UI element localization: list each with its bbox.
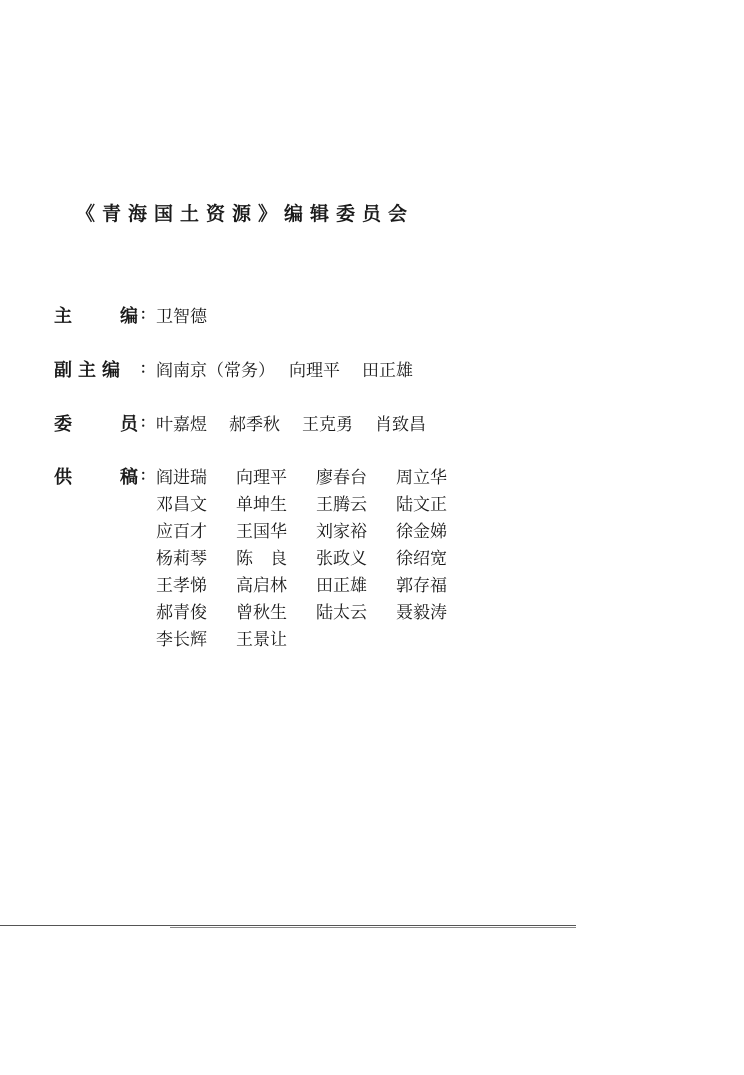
contributor-name: 周立华 — [396, 468, 447, 488]
contributor-name: 李长辉 — [156, 630, 207, 650]
chief-editor-name: 卫智德 — [156, 307, 207, 327]
chief-editor-colon: ： — [140, 307, 154, 323]
contributor-name: 陆文正 — [396, 495, 447, 515]
committee-member-label-char-2: 员 — [120, 414, 138, 435]
deputy-editor-names — [156, 356, 435, 381]
bottom-rule-secondary — [170, 927, 576, 928]
contributor-name: 邓昌文 — [156, 495, 207, 515]
contributor-name: 应百才 — [156, 522, 207, 542]
committee-member-label-char-1: 委 — [54, 414, 72, 435]
contributor-name: 张政义 — [316, 549, 367, 569]
contributor-name: 单坤生 — [236, 495, 287, 515]
committee-member-colon: ： — [140, 415, 154, 431]
contributor-name: 廖春台 — [316, 468, 367, 488]
contributor-name: 阎进瑞 — [156, 468, 207, 488]
committee-member-name-3: 王克勇 — [302, 415, 353, 435]
committee-member-name-4: 肖致昌 — [375, 415, 426, 435]
contributor-name: 杨莉琴 — [156, 549, 207, 569]
contributor-name: 向理平 — [236, 468, 287, 488]
contributor-name: 王国华 — [236, 522, 287, 542]
chief-editor-label-char-1: 主 — [54, 306, 72, 327]
chief-editor-label — [54, 302, 149, 328]
contributor-name: 陆太云 — [316, 603, 367, 623]
contributors-colon: ： — [140, 468, 154, 484]
contributor-name: 徐金娣 — [396, 522, 447, 542]
contributor-name: 聂毅涛 — [396, 603, 447, 623]
committee-member-name-1: 叶嘉煜 — [156, 415, 207, 435]
contributor-name: 田正雄 — [316, 576, 367, 596]
contributors-name-grid — [156, 463, 476, 652]
chief-editor-label-char-2: 编 — [120, 306, 138, 327]
deputy-editor-label-text: 副主编 — [54, 360, 126, 381]
deputy-editor-name-1: 阎南京（常务） — [156, 361, 275, 381]
committee-member-name-2: 郝季秋 — [229, 415, 280, 435]
committee-member-names — [156, 410, 448, 435]
contributors-label-char-1: 供 — [54, 467, 72, 488]
contributor-name: 王腾云 — [316, 495, 367, 515]
committee-member-label — [54, 410, 149, 436]
contributors-label-char-2: 稿 — [120, 467, 138, 488]
contributor-name: 徐绍宽 — [396, 549, 447, 569]
deputy-editor-name-2: 向理平 — [289, 361, 340, 381]
committee-title: 《青海国土资源》编辑委员会 — [76, 203, 415, 225]
contributor-name: 王景让 — [236, 630, 287, 650]
deputy-editor-colon: ： — [140, 361, 154, 377]
contributor-name: 曾秋生 — [236, 603, 287, 623]
bottom-rule — [0, 925, 576, 926]
contributor-name: 郭存福 — [396, 576, 447, 596]
contributor-name: 陈 良 — [236, 549, 287, 569]
chief-editor-names — [156, 302, 229, 327]
deputy-editor-name-3: 田正雄 — [362, 361, 413, 381]
contributor-name: 刘家裕 — [316, 522, 367, 542]
contributors-label — [54, 463, 149, 489]
deputy-editor-label — [54, 356, 149, 382]
contributor-name: 郝青俊 — [156, 603, 207, 623]
contributor-name: 高启林 — [236, 576, 287, 596]
contributor-name: 王孝悌 — [156, 576, 207, 596]
